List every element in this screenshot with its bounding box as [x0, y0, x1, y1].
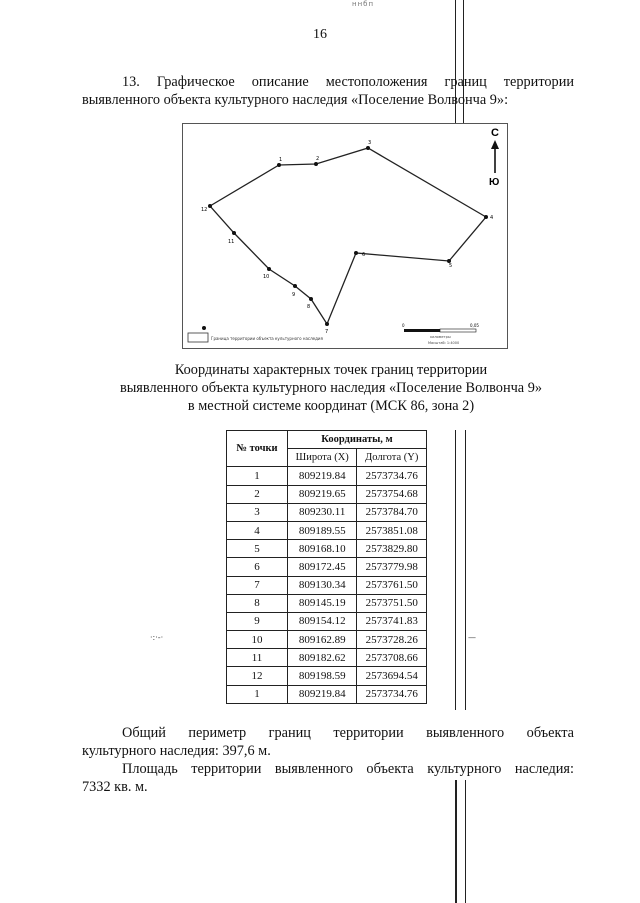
table-row	[227, 649, 427, 667]
header-x: Широта (X)	[288, 449, 357, 467]
cell-y: 2573741.83	[357, 612, 427, 630]
cell-point: 1	[227, 685, 288, 703]
boundary-polygon	[210, 148, 486, 324]
heading-line-2: выявленного объекта культурного наследия «Поселение Волвонча 9»:	[82, 92, 509, 108]
boundary-point	[309, 297, 313, 301]
legend-text: Граница территории объекта культурного наследия	[211, 336, 323, 341]
cell-point: 6	[227, 558, 288, 576]
boundary-point-label: 12	[201, 207, 208, 213]
cell-point: 11	[227, 649, 288, 667]
cell-point: 8	[227, 594, 288, 612]
cell-y: 2573829.80	[357, 540, 427, 558]
compass-icon	[491, 140, 499, 173]
scan-speck: ·:·-·	[150, 633, 164, 642]
table-row	[227, 612, 427, 630]
boundary-point	[366, 146, 370, 150]
cell-x: 809182.62	[288, 649, 357, 667]
scan-line-4	[465, 430, 466, 710]
cell-point: 7	[227, 576, 288, 594]
cell-y: 2573851.08	[357, 521, 427, 539]
boundary-point	[267, 267, 271, 271]
scale-end: 0,05	[470, 323, 479, 328]
cell-x: 809145.19	[288, 594, 357, 612]
cell-point: 5	[227, 540, 288, 558]
cell-y: 2573708.66	[357, 649, 427, 667]
cell-x: 809162.89	[288, 631, 357, 649]
cell-x: 809198.59	[288, 667, 357, 685]
cell-x: 809130.34	[288, 576, 357, 594]
scan-line-6	[465, 780, 466, 903]
table-row	[227, 631, 427, 649]
table-row	[227, 503, 427, 521]
boundary-point	[293, 284, 297, 288]
section-heading	[82, 73, 574, 109]
cell-y: 2573754.68	[357, 485, 427, 503]
boundary-point-label: 10	[263, 274, 270, 280]
boundary-point-label: 6	[362, 252, 366, 258]
cell-point: 4	[227, 521, 288, 539]
header-y: Долгота (Y)	[357, 449, 427, 467]
cell-x: 809230.11	[288, 503, 357, 521]
cell-point: 10	[227, 631, 288, 649]
cell-point: 3	[227, 503, 288, 521]
scan-line-5	[455, 780, 457, 903]
table-row	[227, 558, 427, 576]
boundary-point-label: 7	[325, 329, 329, 335]
cell-y: 2573694.54	[357, 667, 427, 685]
cell-point: 2	[227, 485, 288, 503]
boundary-point	[277, 163, 281, 167]
compass-north: С	[491, 127, 499, 139]
cell-y: 2573728.26	[357, 631, 427, 649]
area-line-1: Площадь территории выявленного объекта культурного наследия:	[122, 761, 574, 777]
cell-y: 2573779.98	[357, 558, 427, 576]
area-paragraph	[82, 760, 574, 796]
scale-bar	[404, 329, 476, 332]
table-row	[227, 521, 427, 539]
cell-point: 1	[227, 467, 288, 485]
area-line-2: 7332 кв. м.	[82, 779, 148, 795]
cell-y: 2573751.50	[357, 594, 427, 612]
scale-unit: километры	[430, 335, 451, 339]
coordinates-table-body	[227, 467, 427, 703]
boundary-point	[208, 204, 212, 208]
boundary-point-label: 11	[228, 239, 235, 245]
cell-y: 2573734.76	[357, 467, 427, 485]
perimeter-line-1: Общий периметр границ территории выявленного объекта	[122, 725, 574, 741]
cell-x: 809154.12	[288, 612, 357, 630]
table-row	[227, 576, 427, 594]
cell-x: 809219.65	[288, 485, 357, 503]
table-row	[227, 540, 427, 558]
table-row	[227, 667, 427, 685]
cell-point: 9	[227, 612, 288, 630]
perimeter-line-2: культурного наследия: 397,6 м.	[82, 743, 271, 759]
cell-point: 12	[227, 667, 288, 685]
compass-south: Ю	[489, 177, 500, 188]
coordinates-title	[0, 361, 640, 415]
scale-start: 0	[402, 323, 405, 328]
coordinates-title-line-3: в местной системе координат (МСК 86, зона 2)	[187, 398, 475, 414]
boundary-point-label: 5	[449, 263, 453, 269]
scan-stamp: ннбп	[352, 0, 375, 8]
boundary-point	[354, 251, 358, 255]
boundary-point-label: 9	[292, 292, 296, 298]
boundary-point	[325, 322, 329, 326]
cell-x: 809172.45	[288, 558, 357, 576]
perimeter-paragraph	[82, 724, 574, 760]
cell-y: 2573761.50	[357, 576, 427, 594]
coordinates-table	[226, 430, 427, 704]
cell-y: 2573734.76	[357, 685, 427, 703]
boundary-point	[232, 231, 236, 235]
boundary-point-label: 3	[368, 140, 372, 146]
table-row	[227, 594, 427, 612]
heading-line-1: 13. Графическое описание местоположения границ территории	[122, 74, 574, 90]
cell-x: 809168.10	[288, 540, 357, 558]
cell-y: 2573784.70	[357, 503, 427, 521]
header-point-number: № точки	[227, 431, 288, 467]
boundary-point-label: 1	[279, 157, 283, 163]
boundary-map	[182, 123, 508, 349]
scale-ratio: Масштаб: 1:4000	[428, 341, 460, 345]
legend-box	[188, 333, 208, 342]
cell-x: 809189.55	[288, 521, 357, 539]
scan-line-3	[455, 430, 456, 710]
cell-x: 809219.84	[288, 685, 357, 703]
coordinates-title-line-1: Координаты характерных точек границ территории	[174, 362, 488, 378]
table-row	[227, 467, 427, 485]
boundary-point	[314, 162, 318, 166]
boundary-point-label: 8	[307, 304, 311, 310]
header-coordinates: Координаты, м	[288, 431, 427, 449]
boundary-point	[484, 215, 488, 219]
table-row	[227, 485, 427, 503]
page-number: 16	[313, 27, 327, 42]
coordinates-title-line-2: выявленного объекта культурного наследия «Поселение Волвонча 9»	[119, 380, 543, 396]
boundary-point-label: 2	[316, 156, 320, 162]
scan-speck: —	[468, 633, 476, 642]
legend-point-icon	[202, 326, 206, 330]
map-drawing	[182, 123, 508, 349]
cell-x: 809219.84	[288, 467, 357, 485]
table-row	[227, 685, 427, 703]
boundary-point-label: 4	[490, 215, 494, 221]
